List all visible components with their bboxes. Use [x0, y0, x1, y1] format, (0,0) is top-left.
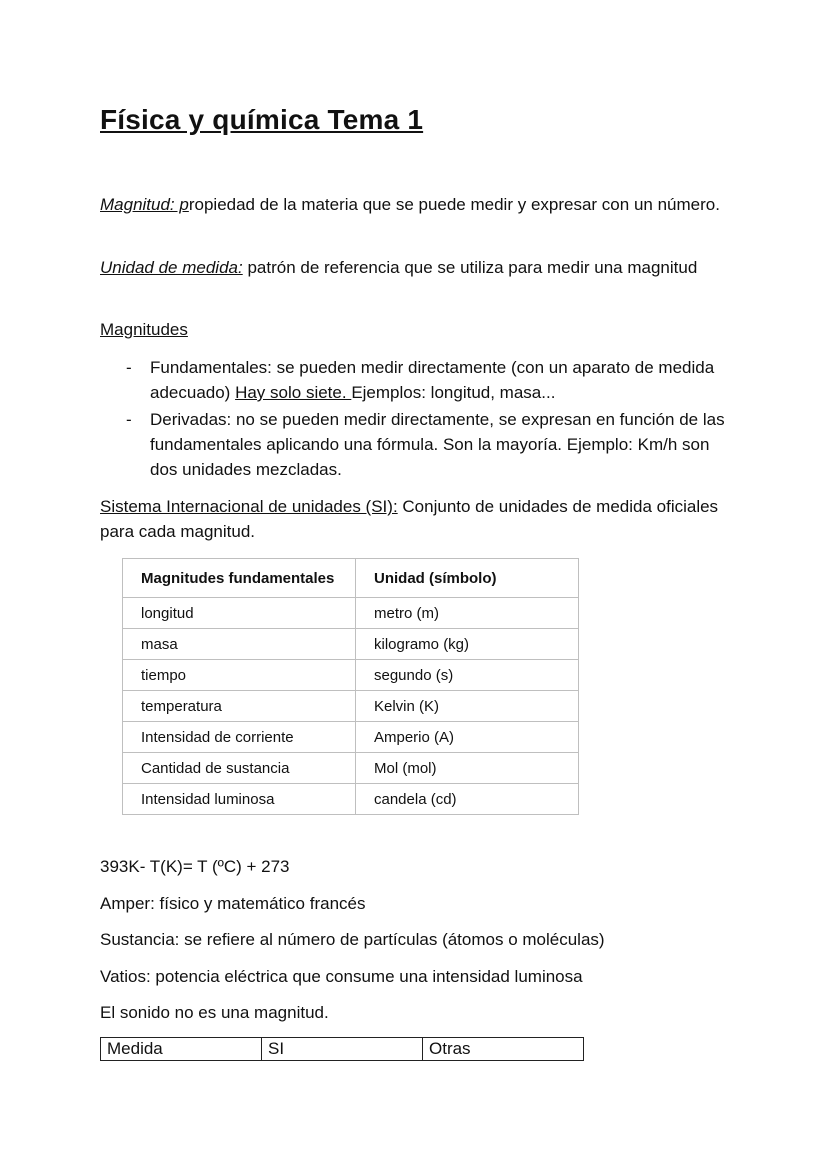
table-cell: Intensidad de corriente [123, 722, 356, 753]
definition-magnitud [100, 192, 740, 217]
si-definition [100, 494, 740, 544]
table-cell: Cantidad de sustancia [123, 753, 356, 784]
column-header: Otras [423, 1038, 584, 1061]
list-item [120, 407, 740, 482]
bullet-text: Fundamentales: se pueden medir directamente (con un aparato de medida adecuado) [150, 358, 715, 402]
magnitudes-list [120, 355, 740, 484]
table-cell: Mol (mol) [356, 753, 579, 784]
units-table [122, 558, 579, 815]
table-row [123, 722, 579, 753]
table-row [123, 691, 579, 722]
note-sustancia: Sustancia: se refiere al número de partículas (átomos o moléculas) [100, 930, 605, 949]
dash-bullet: - [126, 358, 132, 377]
definition-unidad [100, 255, 740, 280]
definition-term: Unidad de medida: [100, 258, 243, 277]
bullet-text: Derivadas: no se pueden medir directamente, se expresan en función de las fundamentales aplicando una fórmula. Son la mayoría. Ejemplo: Km/h son dos unidades mezcladas. [150, 410, 725, 479]
table-row [123, 753, 579, 784]
column-header: Unidad (símbolo) [356, 559, 579, 598]
table-header-row [123, 559, 579, 598]
table-cell: metro (m) [356, 598, 579, 629]
note-amper: Amper: físico y matemático francés [100, 894, 366, 913]
definition-text: ropiedad de la materia que se puede medir y expresar con un número. [188, 195, 720, 214]
dash-bullet: - [126, 410, 132, 429]
table-cell: segundo (s) [356, 660, 579, 691]
bullet-underlined-text: Hay solo siete. [235, 383, 352, 402]
table-row [123, 629, 579, 660]
column-header: Magnitudes fundamentales [123, 559, 356, 598]
table-cell: kilogramo (kg) [356, 629, 579, 660]
note-vatios: Vatios: potencia eléctrica que consume una intensidad luminosa [100, 967, 583, 986]
column-header: SI [262, 1038, 423, 1061]
page-title: Física y química Tema 1 [100, 104, 424, 135]
table-cell: Amperio (A) [356, 722, 579, 753]
list-item [120, 355, 740, 405]
note-sonido: El sonido no es una magnitud. [100, 1003, 329, 1022]
table-header-row [101, 1038, 584, 1061]
measures-table [100, 1037, 584, 1061]
table-cell: masa [123, 629, 356, 660]
table-cell: tiempo [123, 660, 356, 691]
table-cell: Intensidad luminosa [123, 784, 356, 815]
table-cell: temperatura [123, 691, 356, 722]
table-row [123, 784, 579, 815]
table-row [123, 660, 579, 691]
bullet-text-end: Ejemplos: longitud, masa... [351, 383, 556, 402]
table-cell: candela (cd) [356, 784, 579, 815]
magnitudes-heading: Magnitudes [100, 320, 188, 339]
table-row [123, 598, 579, 629]
table-cell: Kelvin (K) [356, 691, 579, 722]
column-header: Medida [101, 1038, 262, 1061]
si-term: Sistema Internacional de unidades (SI): [100, 497, 398, 516]
definition-text: patrón de referencia que se utiliza para medir una magnitud [242, 258, 698, 277]
table-cell: longitud [123, 598, 356, 629]
si-text: Conjunto de unidades de medida oficiales para cada magnitud. [100, 497, 719, 541]
definition-term: Magnitud: p [100, 195, 189, 214]
note-temperature-formula: 393K- T(K)= T (ºC) + 273 [100, 857, 290, 876]
